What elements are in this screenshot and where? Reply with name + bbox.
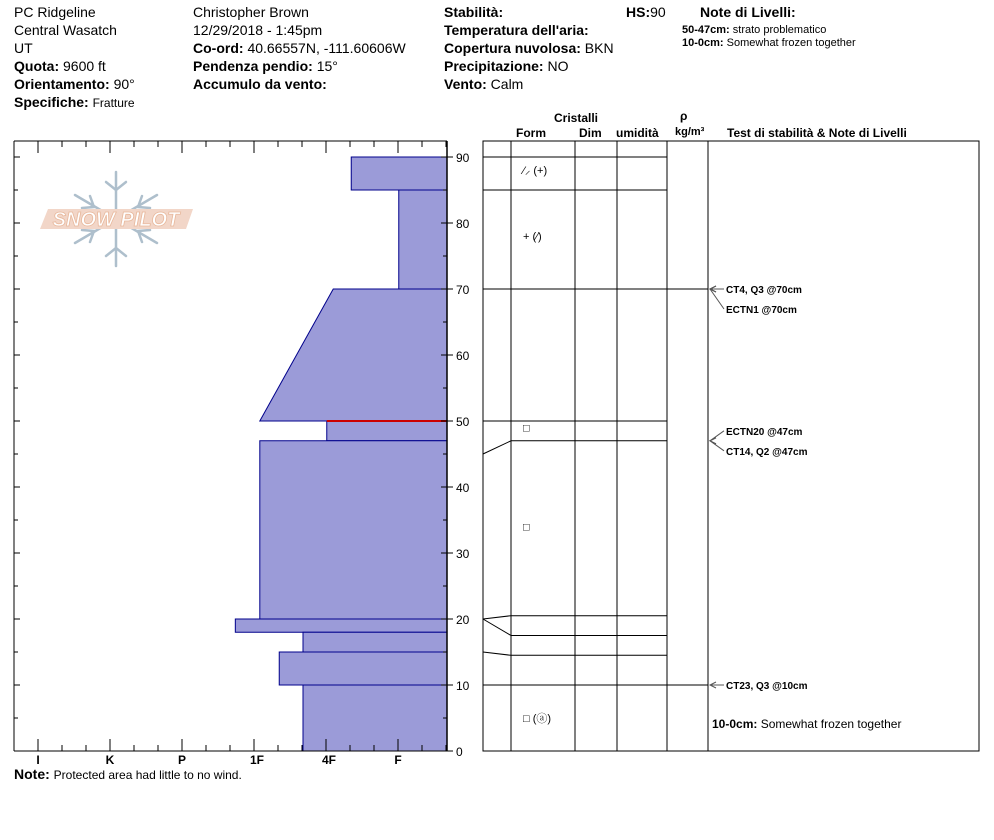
specifics-label: Specifiche:	[14, 94, 89, 110]
coordinates-value: 40.66557N, -111.60606W	[247, 40, 406, 56]
site-name: PC Ridgeline	[14, 4, 96, 20]
stability-test-label: ECTN20 @47cm	[726, 426, 803, 438]
hardness-tick-label: 4F	[321, 753, 337, 767]
layer-connector	[483, 616, 511, 619]
hardness-layer	[303, 632, 447, 652]
rho-header: ρ	[680, 109, 688, 123]
bottom-note-range: 10-0cm:	[712, 717, 758, 731]
hs-value: 90	[650, 4, 666, 20]
wind-loading-label: Accumulo da vento:	[193, 76, 327, 92]
snowpilot-logo	[40, 172, 193, 266]
hs-label: HS:	[626, 4, 651, 20]
wind-value: Calm	[490, 76, 524, 92]
layer-note-range: 10-0cm:	[682, 37, 724, 49]
stability-test-label: CT4, Q3 @70cm	[726, 285, 802, 296]
footer-note	[14, 766, 242, 783]
hardness-layer	[235, 619, 447, 632]
crystals-header: Cristalli	[554, 111, 599, 125]
stability-label: Stabilità:	[444, 4, 504, 20]
density-unit-header: kg/m³	[675, 126, 705, 138]
test-arrow	[710, 289, 724, 309]
range-name: Central Wasatch	[14, 22, 117, 38]
hardness-tick-label: I	[36, 753, 40, 767]
state-name: UT	[14, 40, 33, 56]
depth-tick-label: 0	[456, 745, 463, 759]
hardness-layer	[279, 652, 447, 685]
form-header: Form	[516, 126, 546, 140]
depth-tick-label: 80	[456, 217, 470, 231]
grain-form-symbol: ⁄⸝ (+)	[523, 165, 548, 178]
depth-tick-label: 10	[456, 679, 470, 693]
observation-datetime: 12/29/2018 - 1:45pm	[193, 22, 323, 38]
hardness-layer	[399, 190, 447, 289]
hardness-tick-label: F	[394, 753, 402, 767]
logo-text: SNOW PILOT	[52, 209, 180, 231]
layer-note-text: Somewhat frozen together	[726, 37, 856, 49]
stability-tests	[710, 285, 808, 692]
hardness-layer	[327, 421, 447, 441]
elevation-value: 9600 ft	[63, 58, 106, 74]
grain-form-symbol: + (⁄)	[523, 231, 542, 244]
grain-form-symbol: □ (ⓐ)	[523, 713, 552, 725]
hardness-profile	[235, 157, 447, 751]
bottom-layer-note	[712, 716, 901, 732]
hardness-layer	[260, 289, 447, 421]
layer-connector	[483, 619, 511, 636]
grain-form-symbol: □	[523, 422, 530, 435]
elevation-label: Quota:	[14, 58, 60, 74]
hardness-tick-label: 1F	[249, 753, 265, 767]
stability-test-label: CT23, Q3 @10cm	[726, 681, 808, 692]
dim-header: Dim	[579, 126, 602, 140]
grain-forms	[520, 165, 551, 725]
aspect-value: 90°	[113, 76, 135, 92]
aspect-label: Orientamento:	[14, 76, 110, 92]
layer-note-range: 50-47cm:	[682, 24, 730, 36]
observer-name: Christopher Brown	[193, 4, 309, 20]
stability-test-label: CT14, Q2 @47cm	[726, 446, 808, 458]
cloud-label: Copertura nuvolosa:	[444, 40, 581, 56]
depth-tick-label: 30	[456, 547, 470, 561]
wind-label: Vento:	[444, 76, 487, 92]
depth-tick-label: 60	[456, 349, 470, 363]
precip-label: Precipitazione:	[444, 58, 544, 74]
depth-tick-label: 70	[456, 283, 470, 297]
bottom-note-text: Somewhat frozen together	[760, 717, 902, 731]
footer-note-text: Protected area had little to no wind.	[53, 768, 242, 782]
hardness-layer	[260, 441, 447, 619]
layer-notes-title: Note di Livelli:	[700, 4, 796, 20]
depth-tick-label: 50	[456, 415, 470, 429]
hardness-tick-label: P	[177, 753, 187, 767]
hardness-layer	[303, 685, 447, 751]
layer-connector	[483, 441, 511, 454]
slope-value: 15°	[316, 58, 338, 74]
depth-tick-label: 20	[456, 613, 470, 627]
cloud-value: BKN	[584, 40, 614, 56]
specifics-value: Fratture	[92, 96, 135, 110]
grain-form-symbol: □	[523, 521, 530, 534]
tests-header: Test di stabilità & Note di Livelli	[727, 126, 907, 140]
stability-test-label: ECTN1 @70cm	[726, 305, 797, 316]
precip-value: NO	[547, 58, 569, 74]
depth-tick-label: 40	[456, 481, 470, 495]
moisture-header: umidità	[616, 126, 659, 140]
depth-tick-label: 90	[456, 151, 470, 165]
slope-label: Pendenza pendio:	[193, 58, 313, 74]
layer-connector	[483, 652, 511, 655]
coordinates-label: Co-ord:	[193, 40, 244, 56]
footer-note-label: Note:	[14, 766, 50, 782]
air-temp-label: Temperatura dell'aria:	[444, 22, 589, 38]
hardness-axis	[36, 753, 401, 767]
hardness-tick-label: K	[105, 753, 115, 767]
hardness-layer	[351, 157, 447, 190]
layer-note-text: strato problematico	[732, 24, 827, 36]
